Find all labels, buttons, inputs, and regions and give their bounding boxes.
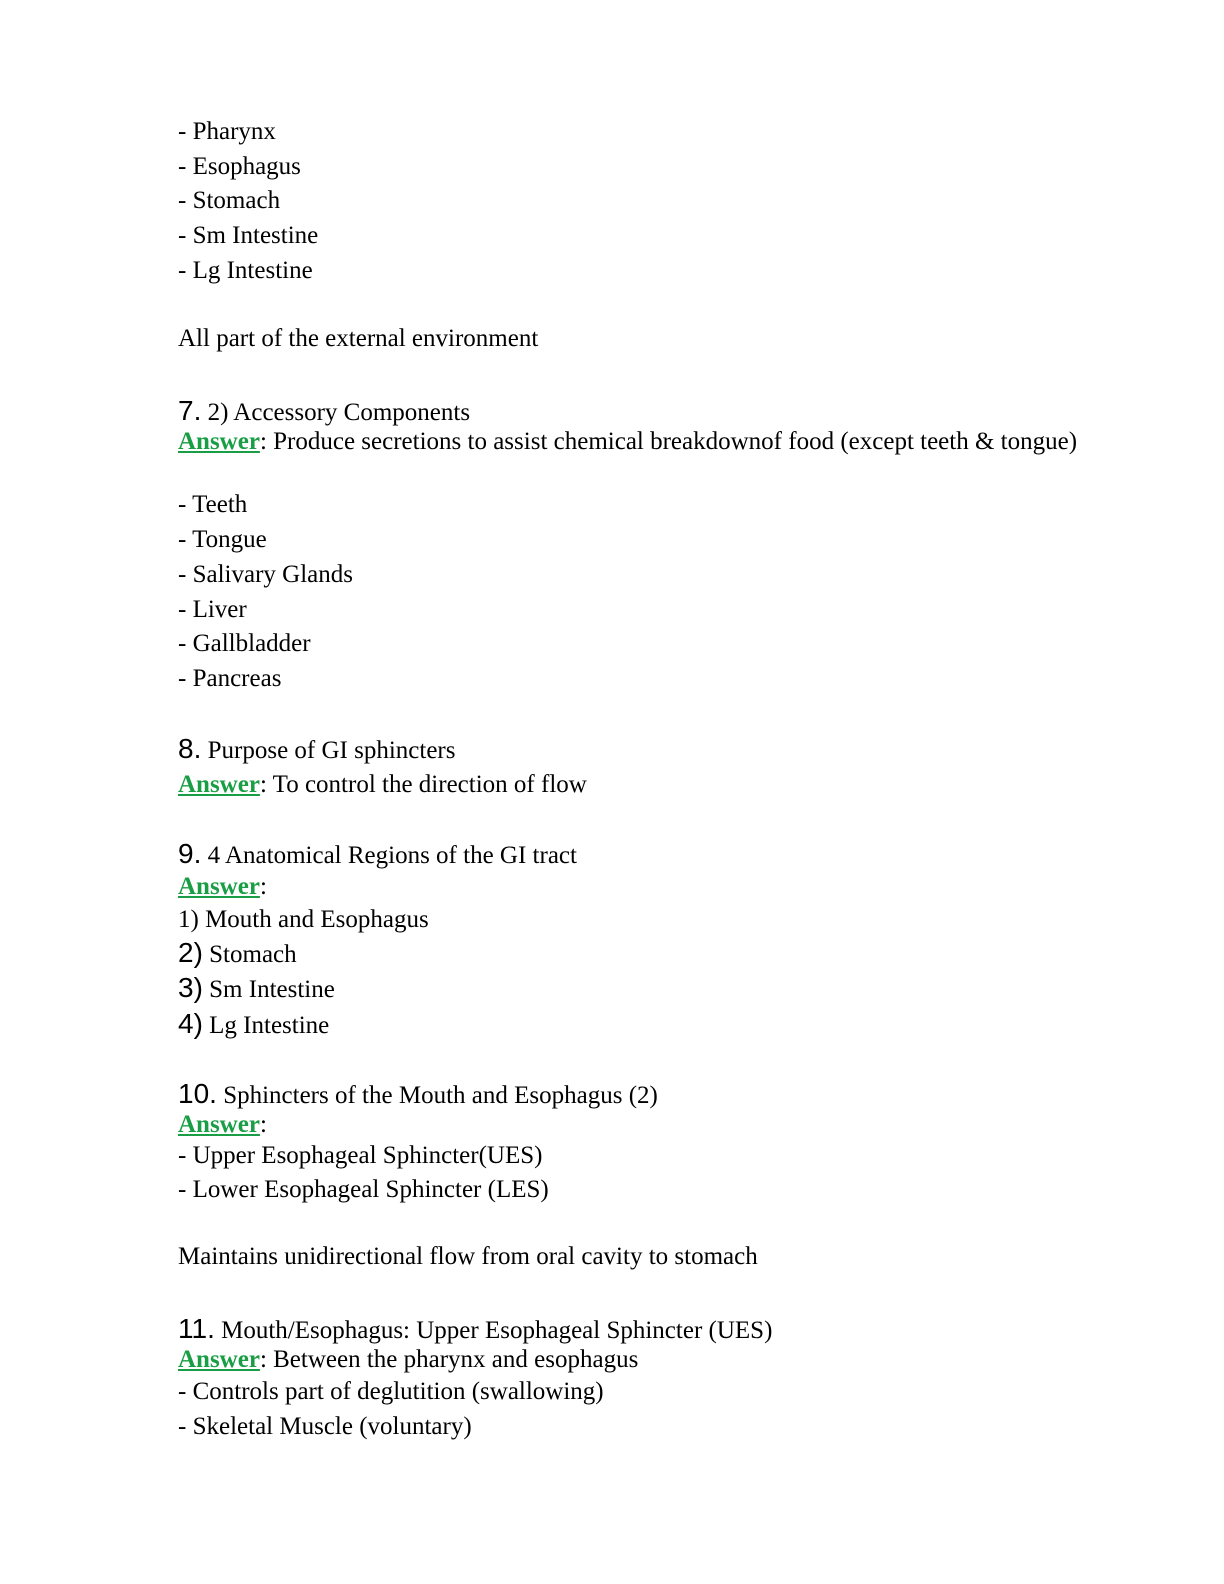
- list-item: - Teeth: [178, 491, 248, 518]
- note-text: Maintains unidirectional flow from oral cavity to stomach: [178, 1243, 758, 1270]
- answer-label: Answer: [178, 1346, 260, 1373]
- question-9: [178, 838, 1094, 872]
- question-number: 7.: [178, 395, 202, 426]
- answer-text: :: [259, 873, 267, 900]
- question-title: Sphincters of the Mouth and Esophagus (2): [216, 1082, 658, 1109]
- question-number: 11.: [178, 1313, 215, 1344]
- list-item: - Gallbladder: [178, 630, 311, 657]
- question-number: 9.: [178, 838, 202, 869]
- answer-label: Answer: [178, 1111, 260, 1138]
- list-item: - Pancreas: [178, 665, 282, 692]
- answer-10: [178, 1109, 1094, 1141]
- answer-9: [178, 871, 1094, 903]
- answer-text: : To control the direction of flow: [259, 771, 587, 798]
- list-item: - Lower Esophageal Sphincter (LES): [178, 1176, 549, 1203]
- list-item: - Controls part of deglutition (swallowing): [178, 1378, 604, 1405]
- question-11: [178, 1313, 1094, 1347]
- question-10: [178, 1078, 1094, 1112]
- answer-text: : Produce secretions to assist chemical breakdownof food (except teeth & tongue): [259, 428, 1078, 455]
- list-item: - Upper Esophageal Sphincter(UES): [178, 1142, 543, 1169]
- question-title: 4 Anatomical Regions of the GI tract: [201, 842, 577, 869]
- list-item: - Skeletal Muscle (voluntary): [178, 1413, 472, 1440]
- list-item: - Pharynx: [178, 118, 276, 145]
- answer-label: Answer: [178, 428, 260, 455]
- list-item: - Lg Intestine: [178, 257, 313, 284]
- list-item: 2) Stomach: [178, 937, 297, 968]
- list-item: - Sm Intestine: [178, 222, 319, 249]
- answer-text: : Between the pharynx and esophagus: [259, 1346, 639, 1373]
- list-item: 4) Lg Intestine: [178, 1008, 330, 1039]
- note-text: All part of the external environment: [178, 325, 539, 352]
- question-title: Purpose of GI sphincters: [201, 737, 456, 764]
- answer-11: [178, 1344, 1094, 1376]
- answer-label: Answer: [178, 873, 260, 900]
- list-item: - Liver: [178, 596, 247, 623]
- answer-text: :: [259, 1111, 267, 1138]
- question-number: 8.: [178, 733, 202, 764]
- list-item: 3) Sm Intestine: [178, 972, 335, 1003]
- list-item: - Tongue: [178, 526, 267, 553]
- question-title: Mouth/Esophagus: Upper Esophageal Sphincter (UES): [214, 1317, 773, 1344]
- list-item: - Esophagus: [178, 153, 301, 180]
- answer-8: [178, 769, 1094, 801]
- answer-7: [178, 426, 1094, 458]
- answer-label: Answer: [178, 771, 260, 798]
- question-title: 2) Accessory Components: [201, 399, 471, 426]
- list-item: - Salivary Glands: [178, 561, 353, 588]
- question-7: [178, 395, 1094, 429]
- list-item: - Stomach: [178, 187, 281, 214]
- question-number: 10.: [178, 1078, 217, 1109]
- list-item: 1) Mouth and Esophagus: [178, 906, 429, 933]
- question-8: [178, 733, 1094, 767]
